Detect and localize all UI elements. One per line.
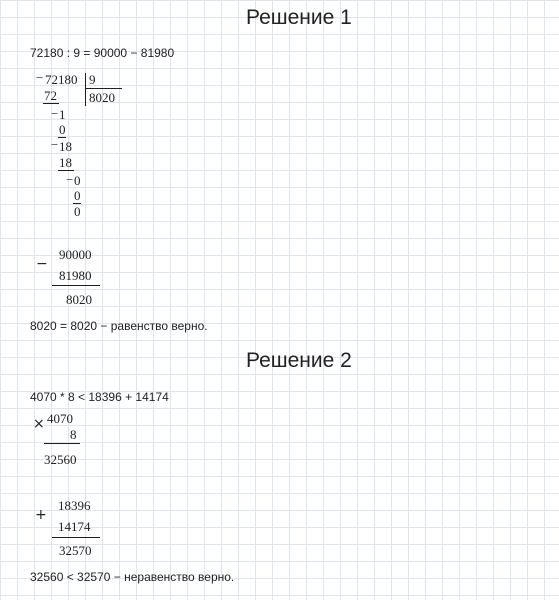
multiplicand: 4070 xyxy=(47,411,73,426)
division-step: 18 xyxy=(59,139,72,154)
solution-2-title: Решение 2 xyxy=(246,349,352,372)
division-step-line xyxy=(43,103,59,104)
quotient: 8020 xyxy=(89,90,115,105)
division-step: 72 xyxy=(44,88,57,103)
plus-sign: + xyxy=(35,507,47,523)
solution-2-conclusion: 32560 < 32570 − неравенство верно. xyxy=(30,570,235,584)
division-step: 0 xyxy=(59,122,66,137)
division-step: 1 xyxy=(59,107,66,122)
division-step: 0 xyxy=(74,173,81,188)
solution-2-equation: 4070 * 8 < 18396 + 14174 xyxy=(30,390,169,404)
sum: 32570 xyxy=(59,543,92,558)
difference: 8020 xyxy=(66,292,92,307)
minus-sign: − xyxy=(36,256,48,272)
minus-sign: − xyxy=(51,137,59,152)
dividend: 72180 xyxy=(45,72,78,87)
subtrahend: 81980 xyxy=(59,268,92,283)
solution-1-conclusion: 8020 = 8020 − равенство верно. xyxy=(30,319,208,333)
division-remainder: 0 xyxy=(74,204,81,219)
minus-sign: − xyxy=(66,172,74,187)
divisor: 9 xyxy=(89,72,96,87)
minuend: 90000 xyxy=(59,247,92,262)
sum-line xyxy=(52,285,100,286)
solution-1-equation: 72180 : 9 = 90000 − 81980 xyxy=(30,46,175,60)
solution-1-title: Решение 1 xyxy=(246,6,352,29)
minus-sign: − xyxy=(51,106,59,121)
division-vertical-line xyxy=(85,73,86,106)
product: 32560 xyxy=(44,452,77,467)
multiply-sign: × xyxy=(33,416,45,432)
division-step: 0 xyxy=(74,188,81,203)
divisor-underline xyxy=(86,88,122,89)
division-step-line xyxy=(58,137,66,138)
multiplier: 8 xyxy=(70,427,77,442)
minus-sign: − xyxy=(36,70,44,85)
addend-1: 18396 xyxy=(58,498,91,513)
product-line xyxy=(44,443,80,444)
sum-line xyxy=(52,537,100,538)
division-step: 18 xyxy=(59,155,72,170)
division-step-line xyxy=(58,170,74,171)
addend-2: 14174 xyxy=(58,519,91,534)
